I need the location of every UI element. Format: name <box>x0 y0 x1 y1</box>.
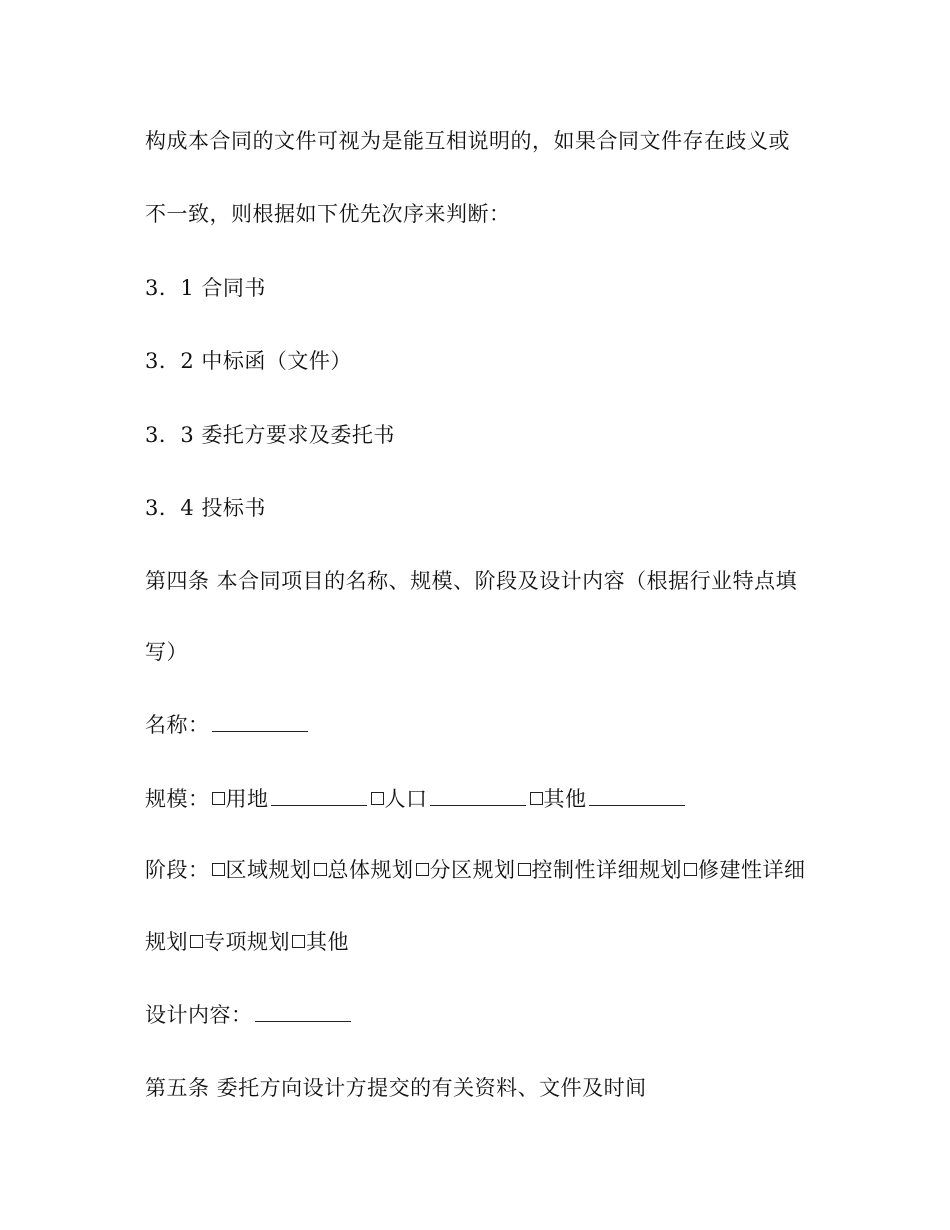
stage-option: 总体规划 <box>327 858 414 882</box>
list-item: 3．4 投标书 <box>145 496 266 520</box>
checkbox-icon[interactable] <box>292 935 305 948</box>
stage-option: 区域规划 <box>225 858 312 882</box>
list-item: 3．2 中标函（文件） <box>145 349 352 373</box>
article-4-heading-cont: 写） <box>145 640 188 664</box>
list-item: 3．1 合同书 <box>145 276 266 300</box>
scale-option-land: 用地 <box>225 787 269 811</box>
other-blank[interactable] <box>589 785 685 806</box>
stage-option: 分区规划 <box>429 858 516 882</box>
name-label: 名称： <box>145 713 210 737</box>
scale-option-other: 其他 <box>543 787 587 811</box>
name-blank[interactable] <box>212 711 308 732</box>
list-item: 3．3 委托方要求及委托书 <box>145 423 395 447</box>
name-row <box>145 710 825 740</box>
stage-option: 修建性详细 <box>698 858 806 882</box>
scale-row <box>145 784 825 814</box>
article-4-heading: 第四条 本合同项目的名称、规模、阶段及设计内容（根据行业特点填 <box>145 569 798 593</box>
scale-label: 规模： <box>145 787 210 811</box>
stage-option: 其他 <box>306 930 349 954</box>
stage-option: 专项规划 <box>204 930 290 954</box>
stage-option: 控制性详细规划 <box>531 858 682 882</box>
content-blank[interactable] <box>255 1001 351 1022</box>
checkbox-icon[interactable] <box>371 792 384 805</box>
stage-option-cont: 规划 <box>145 930 188 954</box>
stage-row-cont <box>145 927 825 957</box>
content-row <box>145 1000 825 1030</box>
checkbox-icon[interactable] <box>314 863 327 876</box>
land-blank[interactable] <box>271 785 367 806</box>
checkbox-icon[interactable] <box>530 792 543 805</box>
scale-option-population: 人口 <box>384 787 428 811</box>
checkbox-icon[interactable] <box>190 935 203 948</box>
checkbox-icon[interactable] <box>518 863 531 876</box>
paragraph-contract-docs: 构成本合同的文件可视为是能互相说明的，如果合同文件存在歧义或 <box>145 129 790 153</box>
checkbox-icon[interactable] <box>212 863 225 876</box>
population-blank[interactable] <box>430 785 526 806</box>
checkbox-icon[interactable] <box>212 792 225 805</box>
checkbox-icon[interactable] <box>684 863 697 876</box>
content-label: 设计内容： <box>145 1003 253 1027</box>
stage-label: 阶段： <box>145 858 210 882</box>
paragraph-priority: 不一致，则根据如下优先次序来判断： <box>145 202 511 226</box>
article-5-heading: 第五条 委托方向设计方提交的有关资料、文件及时间 <box>145 1076 647 1100</box>
stage-row <box>145 855 825 885</box>
checkbox-icon[interactable] <box>416 863 429 876</box>
